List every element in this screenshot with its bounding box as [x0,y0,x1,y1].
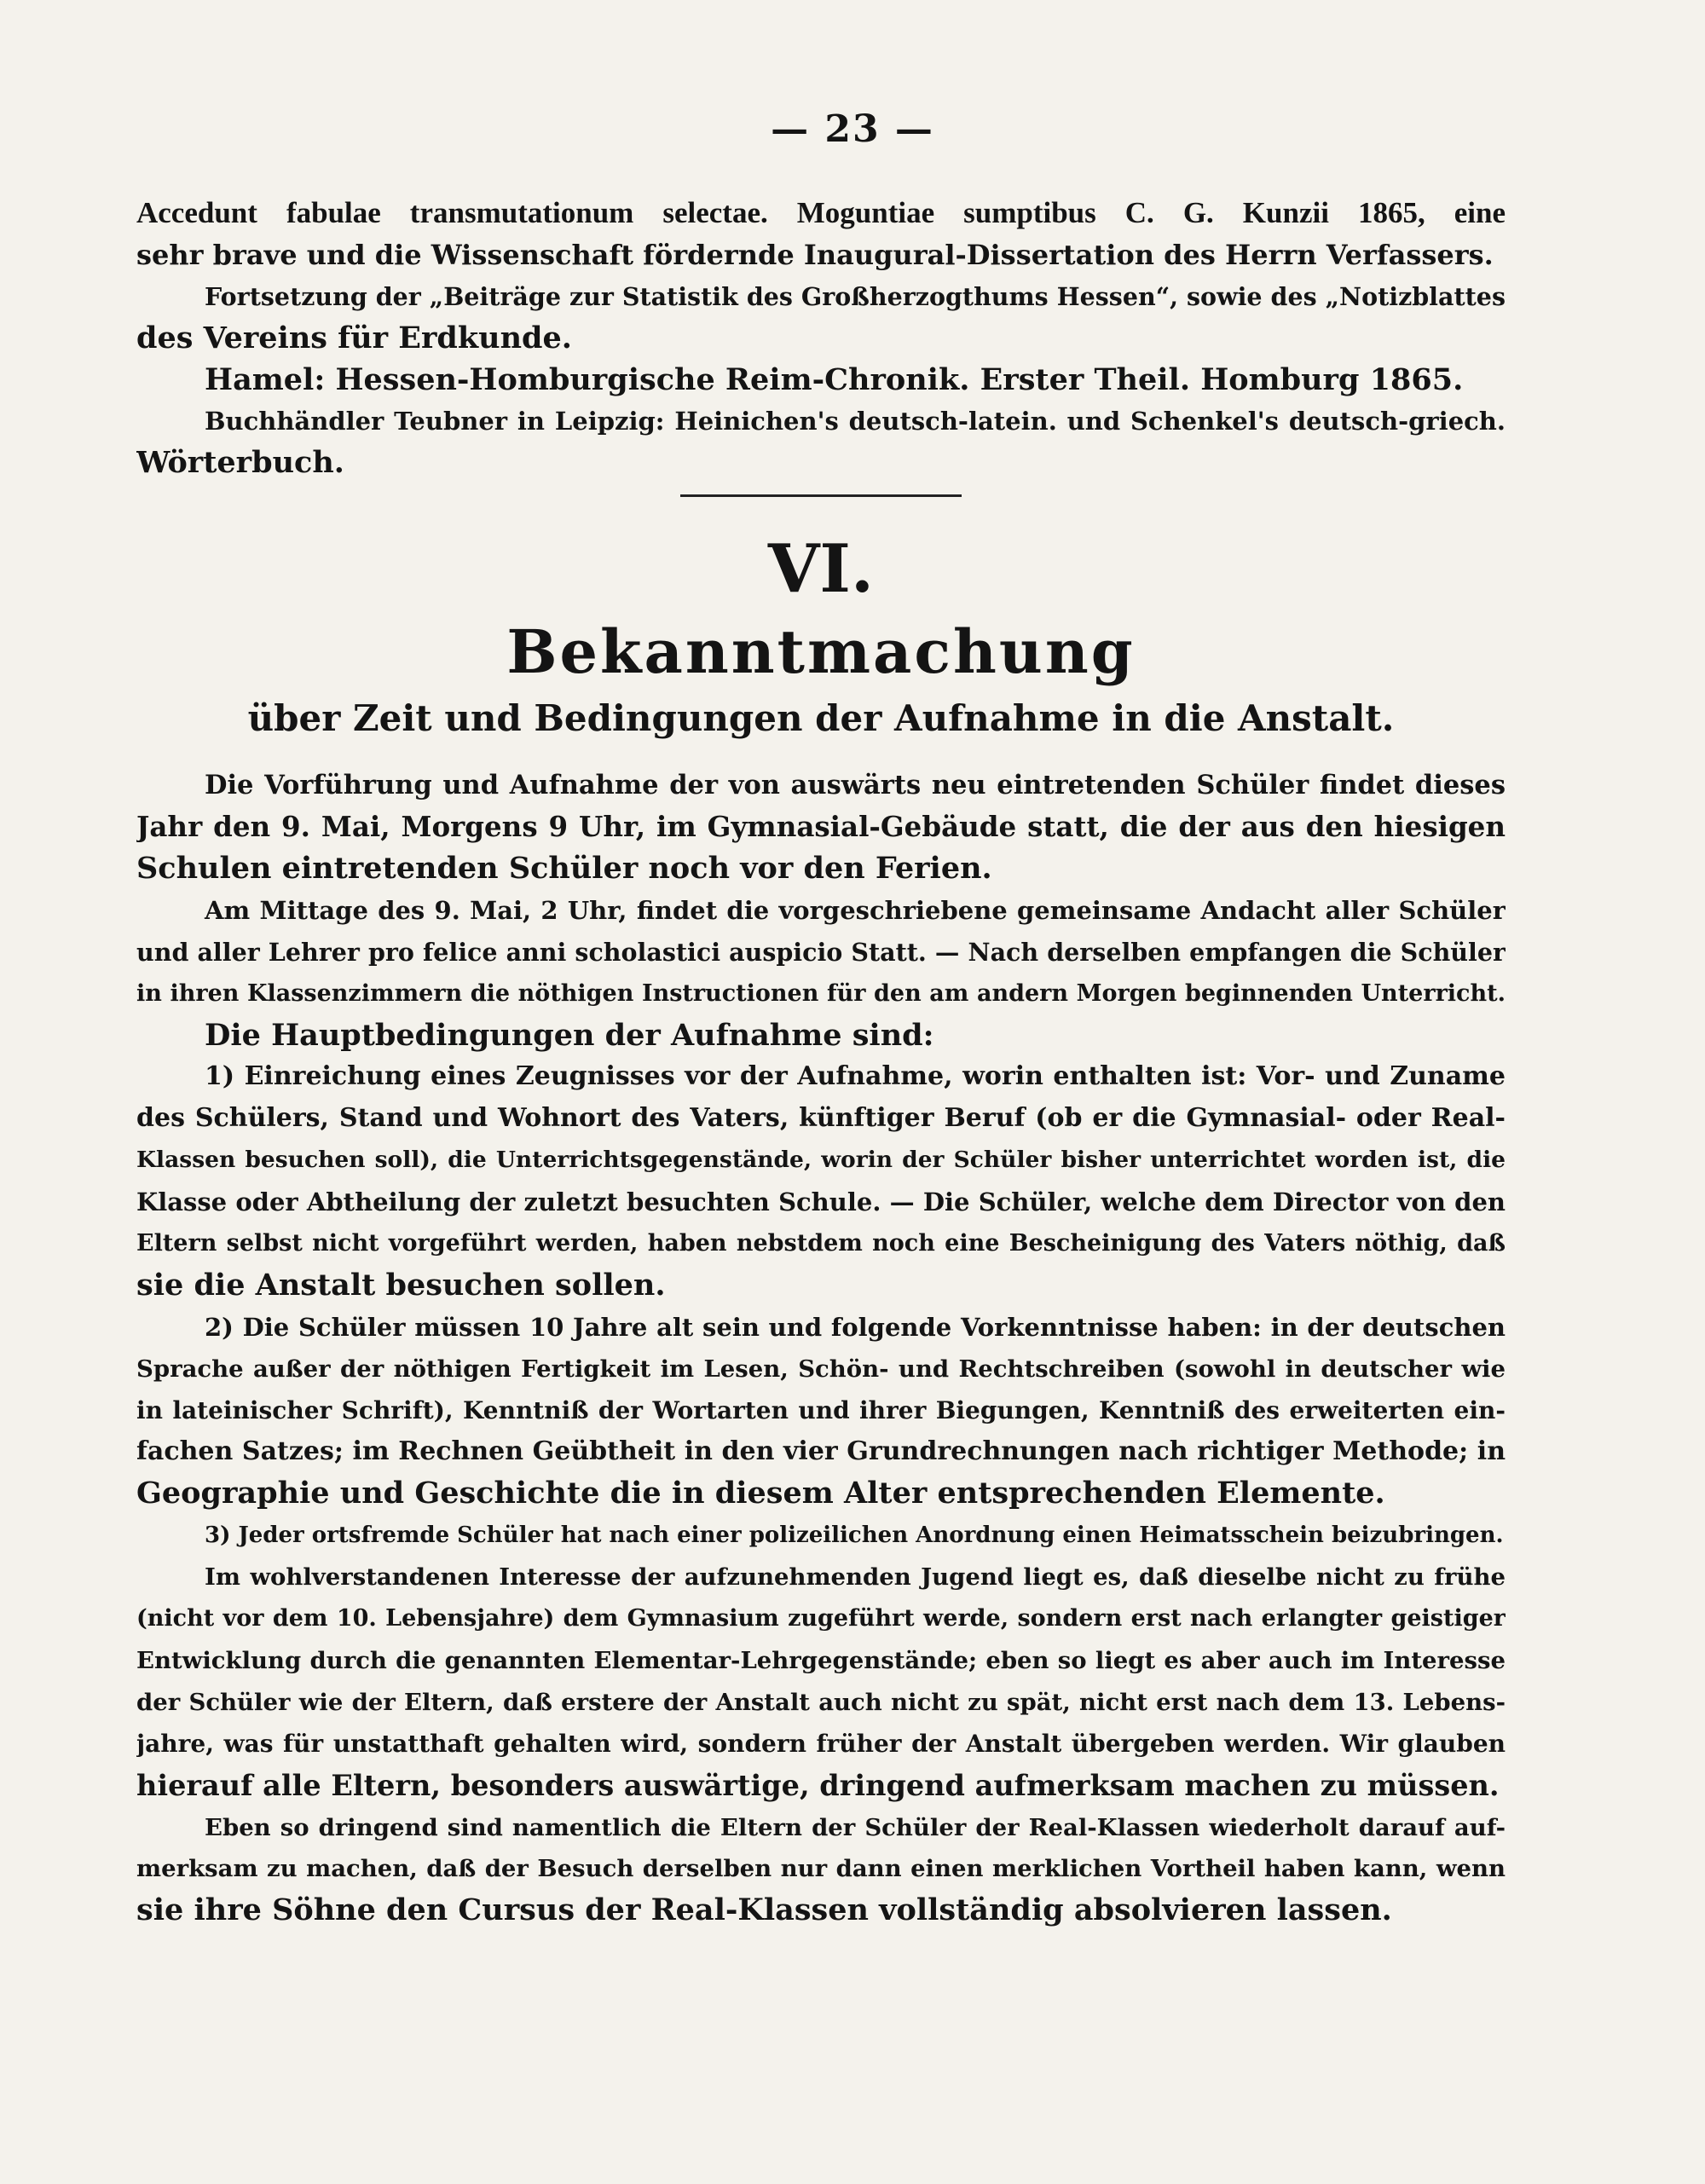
text-line: sie die Anstalt besuchen sollen. [136,1267,666,1303]
text-line: 3) Jeder ortsfremde Schüler hat nach einer polizeilichen Anordnung einen Heimatsschein beizubringen. [205,1522,1504,1549]
text-line: Schulen eintretenden Schüler noch vor den Ferien. [136,851,992,887]
text-line: Hamel: Hessen-Homburgische Reim-Chronik. Erster Theil. Homburg 1865. [205,361,1464,397]
text-line: fachen Satzes; im Rechnen Geübtheit in den vier Grundrechnungen nach richtiger Methode; in [136,1436,1506,1467]
text-line: Klassen besuchen soll), die Unterrichtsgegenstände, worin der Schüler bisher unterrichtet worden ist, die [136,1147,1506,1174]
text-line: der Schüler wie der Eltern, daß erstere der Anstalt auch nicht zu spät, nicht erst nach dem 13. Lebens- [136,1688,1506,1716]
text-line: in lateinischer Schrift), Kenntniß der Wortarten und ihrer Biegungen, Kenntniß des erweiterten ein- [136,1395,1506,1424]
text-line: Fortsetzung der „Beiträge zur Statistik des Großherzogthums Hessen“, sowie des „Notizblattes [205,281,1506,311]
body-block [136,765,1506,1932]
separator-rule [680,494,962,497]
text-line: sie ihre Söhne den Cursus der Real-Klassen vollständig absolvieren lassen. [136,1892,1392,1928]
text-line: (nicht vor dem 10. Lebensjahre) dem Gymnasium zugeführt werde, sondern erst nach erlangter geistiger [136,1605,1506,1632]
text-line: Jahr den 9. Mai, Morgens 9 Uhr, im Gymnasial-Gebäude statt, die der aus den hiesigen [136,810,1506,844]
text-line: Die Vorführung und Aufnahme der von auswärts neu eintretenden Schüler findet dieses [205,770,1506,801]
text-line: Eben so dringend sind namentlich die Eltern der Schüler der Real-Klassen wiederholt darauf auf- [205,1813,1506,1841]
text-line: Die Hauptbedingungen der Aufnahme sind: [205,1017,934,1053]
text-line: Accedunt fabulae transmutationum selectae. Moguntiae sumptibus C. G. Kunzii 1865, eine [136,196,1506,229]
text-line: des Vereins für Erdkunde. [136,320,572,355]
text-line: Wörterbuch. [136,445,344,481]
section-title: Bekanntmachung [506,616,1136,688]
text-line: Klasse oder Abtheilung der zuletzt besuchten Schule. — Die Schüler, welche dem Director von den [136,1187,1506,1217]
page-content [136,193,1506,1932]
page-number: — 23 — [771,107,934,151]
section-number: VI. [767,530,875,609]
text-line: 2) Die Schüler müssen 10 Jahre alt sein und folgende Vorkenntnisse haben: in der deutschen [205,1312,1506,1342]
text-line: Geographie und Geschichte die in diesem Alter entsprechenden Elemente. [136,1476,1385,1511]
text-line: in ihren Klassenzimmern die nöthigen Instructionen für den am andern Morgen beginnenden Unterricht. [136,979,1506,1007]
text-line: sehr brave und die Wissenschaft fördernde Inaugural-Dissertation des Herrn Verfassers. [136,238,1494,271]
text-line: Im wohlverstandenen Interesse der aufzunehmenden Jugend liegt es, daß dieselbe nicht zu frühe [205,1563,1506,1592]
text-line: jahre, was für unstatthaft gehalten wird, sondern früher der Anstalt übergeben werden. Wir glauben [136,1729,1506,1758]
text-line: hierauf alle Eltern, besonders auswärtige, dringend aufmerksam machen zu müssen. [136,1768,1500,1802]
intro-block [136,193,1506,484]
text-line: und aller Lehrer pro felice anni scholastici auspicio Statt. — Nach derselben empfangen die Schüler [136,937,1506,967]
text-line: Eltern selbst nicht vorgeführt werden, haben nebstdem noch eine Bescheinigung des Vaters nöthig, daß [136,1230,1506,1257]
section-subtitle: über Zeit und Bedingungen der Aufnahme in die Anstalt. [247,697,1395,740]
text-line: Am Mittage des 9. Mai, 2 Uhr, findet die vorgeschriebene gemeinsame Andacht aller Schüler [205,895,1506,925]
text-line: des Schülers, Stand und Wohnort des Vaters, künftiger Beruf (ob er die Gymnasial- oder Real- [136,1103,1506,1134]
text-line: Sprache außer der nöthigen Fertigkeit im Lesen, Schön- und Rechtschreiben (sowohl in deutscher wie [136,1355,1506,1383]
text-line: 1) Einreichung eines Zeugnisses vor der Aufnahme, worin enthalten ist: Vor- und Zuname [205,1061,1506,1092]
text-line: Entwicklung durch die genannten Elementar-Lehrgegenstände; eben so liegt es aber auch im Interesse [136,1646,1506,1674]
text-line: merksam zu machen, daß der Besuch derselben nur dann einen merklichen Vortheil haben kann, wenn [136,1855,1506,1883]
text-line: Buchhändler Teubner in Leipzig: Heinichen's deutsch-latein. und Schenkel's deutsch-griech. [205,407,1506,436]
